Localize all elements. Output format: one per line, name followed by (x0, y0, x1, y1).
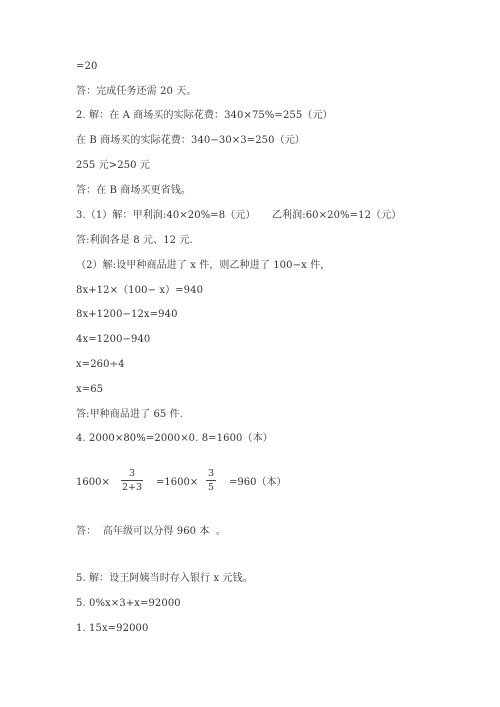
fraction-numerator: 3 (128, 468, 136, 479)
text-line: x=260÷4 (76, 359, 125, 370)
fraction (121, 468, 143, 493)
equation-part: 1600× (76, 477, 110, 488)
text-line: 5. 解：设王阿姨当时存入银行 x 元钱。 (76, 573, 253, 584)
text-line: 1. 15x=92000 (76, 623, 149, 634)
fraction (206, 468, 216, 493)
text-line: 答：在 B 商场买更省钱。 (76, 185, 192, 196)
text-line: （2）解:设甲种商品进了 x 件，则乙种进了 100−x 件， (76, 260, 331, 271)
equation-part: =1600× (156, 477, 199, 488)
fraction-bar (206, 480, 216, 481)
fraction-denominator: 5 (207, 482, 215, 493)
text-line: 5. 0%x×3+x=92000 (76, 598, 181, 609)
text-line: 4x=1200−940 (76, 334, 151, 345)
fraction-numerator: 3 (207, 468, 215, 479)
fraction-bar (121, 480, 143, 481)
text-line: 255 元>250 元 (76, 160, 151, 171)
text-line: 答： 高年级可以分得 960 本 。 (76, 526, 227, 537)
text-line: 在 B 商场买的实际花费：340−30×3=250（元） (76, 135, 305, 146)
text-line: 答:甲种商品进了 65 件. (76, 409, 184, 420)
text-line: 4. 2000×80%=2000×0. 8=1600（本） (76, 433, 273, 444)
text-line: 8x+1200−12x=940 (76, 309, 178, 320)
text-line: 2. 解：在 A 商场买的实际花费：340×75%=255（元） (76, 110, 333, 121)
equation-part: =960（本） (229, 477, 287, 488)
text-line: 答:利润各是 8 元、12 元. (76, 235, 193, 246)
text-line: 3.（1）解：甲利润:40×20%=8（元） 乙利润:60×20%=12（元） (76, 210, 402, 221)
text-line: x=65 (76, 384, 104, 395)
fraction-denominator: 2+3 (121, 482, 143, 493)
text-line: 答：完成任务还需 20 天。 (76, 86, 197, 97)
text-line: 8x+12×（100− x）=940 (76, 285, 204, 296)
text-line: =20 (76, 61, 98, 72)
